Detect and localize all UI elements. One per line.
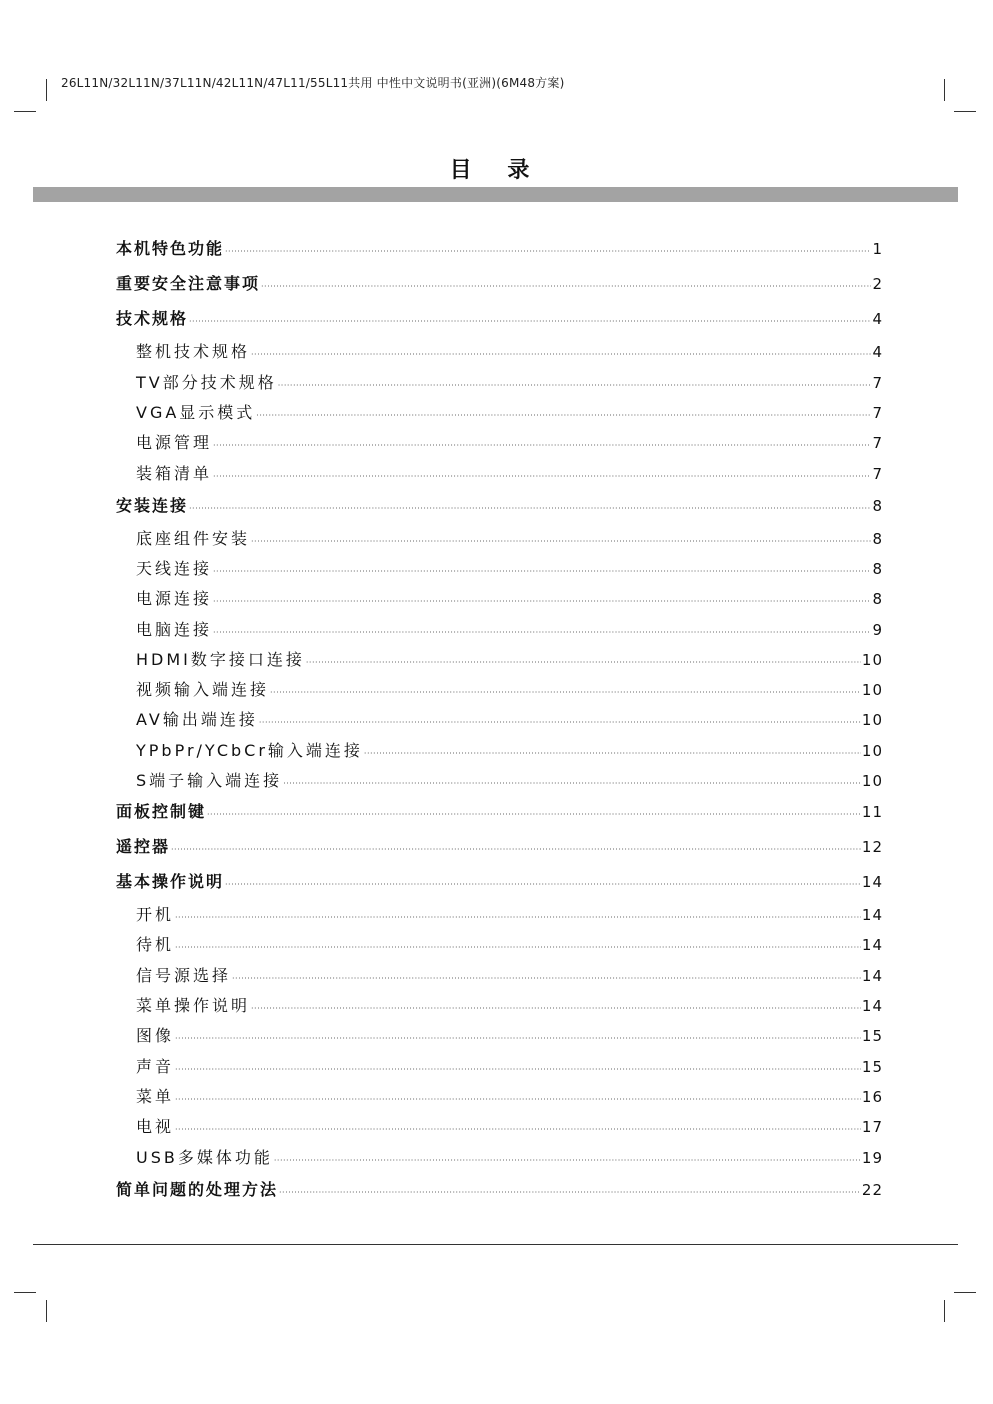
toc-entry[interactable] xyxy=(136,932,883,955)
toc-entry-label: USB多媒体功能 xyxy=(136,1148,273,1167)
toc-entry-page-number: 22 xyxy=(861,1181,883,1199)
toc-entry-label: 开机 xyxy=(136,905,175,924)
toc-leader-dots xyxy=(232,974,861,983)
toc-entry[interactable] xyxy=(136,677,883,700)
toc-entry-page-number: 4 xyxy=(872,310,883,328)
toc-entry-label: 声音 xyxy=(136,1057,175,1076)
toc-leader-dots xyxy=(213,567,871,576)
toc-entry[interactable] xyxy=(136,1054,883,1077)
crop-mark-bottom-right-vertical xyxy=(944,1300,945,1322)
toc-entry-page-number: 2 xyxy=(872,275,883,293)
toc-entry[interactable] xyxy=(136,647,883,670)
toc-leader-dots xyxy=(251,1004,861,1013)
toc-entry-page-number: 10 xyxy=(861,772,883,790)
toc-entry-page-number: 14 xyxy=(861,997,883,1015)
page-title: 目 录 xyxy=(449,158,544,183)
toc-entry-page-number: 8 xyxy=(872,560,883,578)
title-divider-bar xyxy=(33,187,958,202)
toc-entry-label: 基本操作说明 xyxy=(116,872,225,891)
toc-leader-dots xyxy=(171,845,861,854)
toc-entry-page-number: 7 xyxy=(872,374,883,392)
toc-leader-dots xyxy=(274,1156,861,1165)
toc-entry[interactable] xyxy=(116,493,883,516)
toc-entry[interactable] xyxy=(136,738,883,761)
toc-leader-dots xyxy=(283,779,861,788)
toc-entry-page-number: 8 xyxy=(872,590,883,608)
toc-entry-page-number: 14 xyxy=(861,967,883,985)
toc-entry-label: 底座组件安装 xyxy=(136,529,251,548)
toc-leader-dots xyxy=(189,504,871,513)
toc-entry-page-number: 15 xyxy=(861,1027,883,1045)
toc-leader-dots xyxy=(259,718,861,727)
toc-leader-dots xyxy=(207,810,861,819)
toc-entry-label: 视频输入端连接 xyxy=(136,680,270,699)
toc-leader-dots xyxy=(175,1065,861,1074)
toc-leader-dots xyxy=(225,247,871,256)
toc-entry-page-number: 8 xyxy=(872,530,883,548)
toc-leader-dots xyxy=(213,441,871,450)
toc-entry[interactable] xyxy=(136,707,883,730)
toc-entry-page-number: 8 xyxy=(872,497,883,515)
toc-entry-label: 信号源选择 xyxy=(136,966,232,985)
toc-entry[interactable] xyxy=(116,236,883,259)
toc-leader-dots xyxy=(261,282,871,291)
toc-entry-label: 技术规格 xyxy=(116,309,189,328)
toc-entry[interactable] xyxy=(136,963,883,986)
toc-entry[interactable] xyxy=(116,834,883,857)
toc-entry-label: 待机 xyxy=(136,935,175,954)
toc-entry-page-number: 14 xyxy=(861,936,883,954)
toc-leader-dots xyxy=(175,913,861,922)
toc-leader-dots xyxy=(213,628,871,637)
toc-leader-dots xyxy=(189,317,871,326)
toc-leader-dots xyxy=(251,537,871,546)
toc-entry-label: 面板控制键 xyxy=(116,802,207,821)
toc-entry-label: 重要安全注意事项 xyxy=(116,274,261,293)
crop-mark-bottom-left-horizontal xyxy=(14,1292,36,1293)
toc-entry[interactable] xyxy=(136,586,883,609)
toc-leader-dots xyxy=(225,880,861,889)
toc-leader-dots xyxy=(175,1095,861,1104)
toc-entry-label: 电源管理 xyxy=(136,433,213,452)
toc-entry-page-number: 19 xyxy=(861,1149,883,1167)
toc-entry-label: VGA显示模式 xyxy=(136,403,256,422)
toc-entry-page-number: 7 xyxy=(872,404,883,422)
toc-leader-dots xyxy=(213,597,871,606)
toc-entry[interactable] xyxy=(116,799,883,822)
toc-entry-page-number: 4 xyxy=(872,343,883,361)
toc-entry[interactable] xyxy=(136,430,883,453)
toc-leader-dots xyxy=(256,411,871,420)
toc-leader-dots xyxy=(175,1034,861,1043)
toc-entry[interactable] xyxy=(136,1114,883,1137)
toc-leader-dots xyxy=(279,1188,861,1197)
toc-entry-page-number: 12 xyxy=(861,838,883,856)
toc-entry-page-number: 10 xyxy=(861,651,883,669)
toc-entry[interactable] xyxy=(136,370,883,393)
toc-leader-dots xyxy=(251,350,871,359)
toc-entry-label: 装箱清单 xyxy=(136,464,213,483)
toc-entry-label: S端子输入端连接 xyxy=(136,771,283,790)
toc-leader-dots xyxy=(175,1125,861,1134)
crop-mark-bottom-left-vertical xyxy=(46,1300,47,1322)
toc-entry-page-number: 10 xyxy=(861,742,883,760)
toc-entry-page-number: 11 xyxy=(861,803,883,821)
toc-entry-label: AV输出端连接 xyxy=(136,710,258,729)
toc-entry[interactable] xyxy=(136,1084,883,1107)
toc-entry-page-number: 15 xyxy=(861,1058,883,1076)
toc-entry-label: YPbPr/YCbCr输入端连接 xyxy=(136,741,363,760)
toc-entry[interactable] xyxy=(136,768,883,791)
toc-entry-page-number: 1 xyxy=(872,240,883,258)
toc-entry-label: 图像 xyxy=(136,1026,175,1045)
toc-leader-dots xyxy=(270,688,861,697)
toc-entry-label: 本机特色功能 xyxy=(116,239,225,258)
toc-entry[interactable] xyxy=(136,902,883,925)
toc-entry[interactable] xyxy=(136,526,883,549)
toc-entry[interactable] xyxy=(136,617,883,640)
toc-entry-page-number: 7 xyxy=(872,434,883,452)
toc-entry[interactable] xyxy=(136,993,883,1016)
toc-entry-page-number: 10 xyxy=(861,711,883,729)
toc-entry[interactable] xyxy=(136,1023,883,1046)
toc-entry-label: 菜单 xyxy=(136,1087,175,1106)
bottom-divider xyxy=(33,1244,958,1245)
toc-entry[interactable] xyxy=(116,271,883,294)
toc-entry[interactable] xyxy=(116,1177,883,1200)
toc-entry-label: 简单问题的处理方法 xyxy=(116,1180,279,1199)
toc-entry-label: 电源连接 xyxy=(136,589,213,608)
toc-entry[interactable] xyxy=(136,1145,883,1168)
toc-leader-dots xyxy=(278,381,872,390)
toc-leader-dots xyxy=(175,943,861,952)
toc-leader-dots xyxy=(213,472,871,481)
toc-entry-label: 菜单操作说明 xyxy=(136,996,251,1015)
document-header: 26L11N/32L11N/37L11N/42L11N/47L11/55L11共用 中性中文说明书(亚洲)(6M48方案) xyxy=(61,76,565,90)
crop-mark-top-right-horizontal xyxy=(954,111,976,112)
crop-mark-top-left-horizontal xyxy=(14,111,36,112)
toc-entry-label: 电脑连接 xyxy=(136,620,213,639)
toc-entry-label: 遥控器 xyxy=(116,837,171,856)
crop-mark-bottom-right-horizontal xyxy=(954,1292,976,1293)
toc-entry-label: 安装连接 xyxy=(116,496,189,515)
toc-entry-page-number: 14 xyxy=(861,873,883,891)
toc-entry-label: 整机技术规格 xyxy=(136,342,251,361)
toc-entry[interactable] xyxy=(136,339,883,362)
toc-entry[interactable] xyxy=(136,400,883,423)
toc-entry-page-number: 17 xyxy=(861,1118,883,1136)
toc-leader-dots xyxy=(364,749,861,758)
toc-entry-page-number: 14 xyxy=(861,906,883,924)
toc-entry-label: HDMI数字接口连接 xyxy=(136,650,305,669)
crop-mark-top-left-vertical xyxy=(46,79,47,101)
toc-entry[interactable] xyxy=(116,306,883,329)
toc-entry-label: 电视 xyxy=(136,1117,175,1136)
toc-entry-page-number: 9 xyxy=(872,621,883,639)
toc-entry-label: TV部分技术规格 xyxy=(136,373,277,392)
toc-entry[interactable] xyxy=(136,556,883,579)
toc-entry-page-number: 10 xyxy=(861,681,883,699)
toc-entry-page-number: 16 xyxy=(861,1088,883,1106)
crop-mark-top-right-vertical xyxy=(944,79,945,101)
toc-entry-page-number: 7 xyxy=(872,465,883,483)
toc-entry[interactable] xyxy=(116,869,883,892)
toc-entry[interactable] xyxy=(136,461,883,484)
toc-leader-dots xyxy=(306,658,861,667)
toc-entry-label: 天线连接 xyxy=(136,559,213,578)
